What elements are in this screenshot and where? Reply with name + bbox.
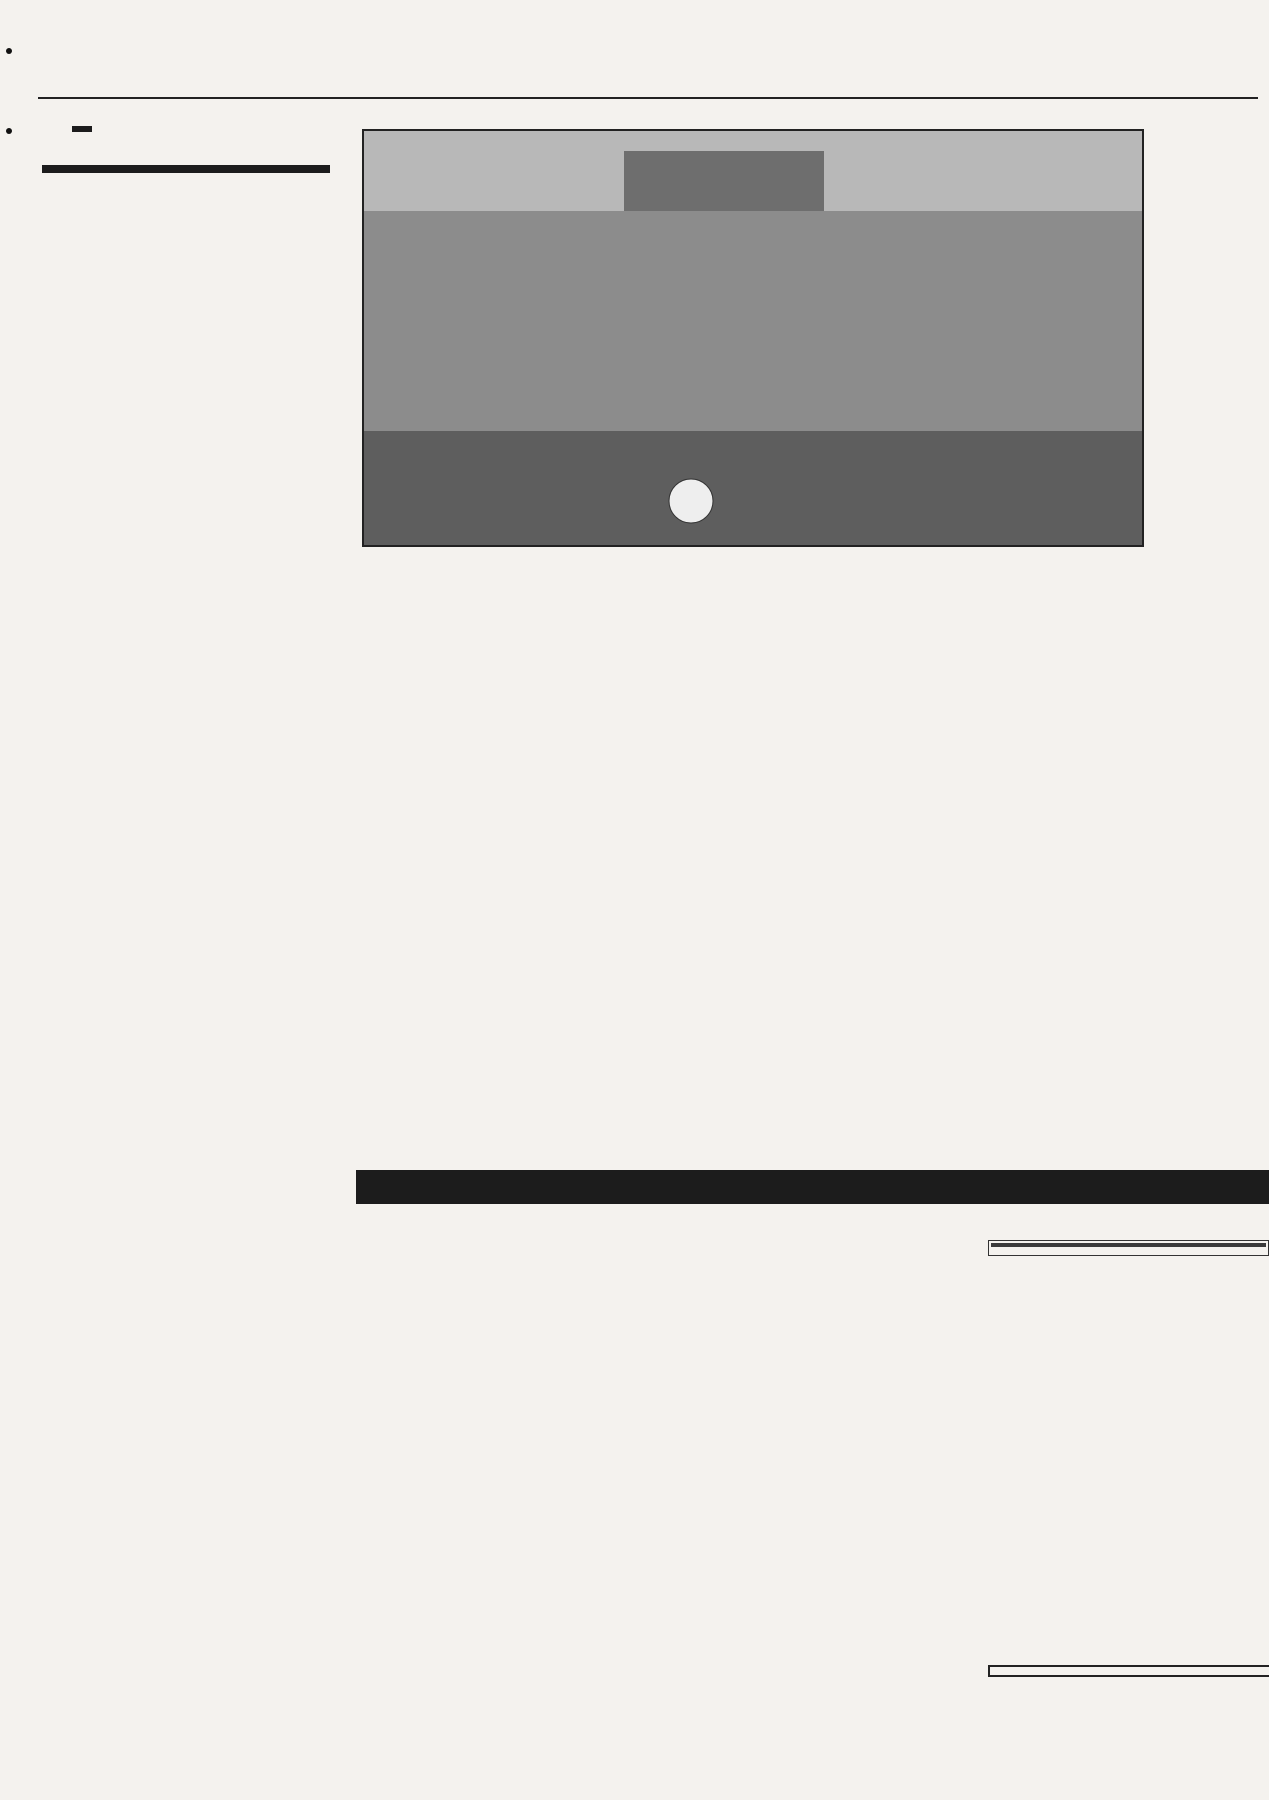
crop-mark [6, 128, 12, 134]
team-photo-illustration [364, 131, 1142, 545]
crop-mark [6, 48, 12, 54]
gruppe-tag [42, 165, 330, 173]
section-tag [72, 126, 92, 132]
report-notice [988, 1665, 1269, 1677]
team-photo [362, 129, 1144, 547]
lower-col-2 [672, 1218, 954, 1230]
left-column [42, 126, 330, 187]
kontakt-lines [991, 1247, 1266, 1253]
tabellen-band [356, 1170, 1269, 1204]
header-rule [38, 97, 1258, 99]
lower-col-1 [360, 1218, 642, 1226]
kontakt-frame [988, 1240, 1269, 1256]
kontakt-box [988, 1240, 1269, 1256]
